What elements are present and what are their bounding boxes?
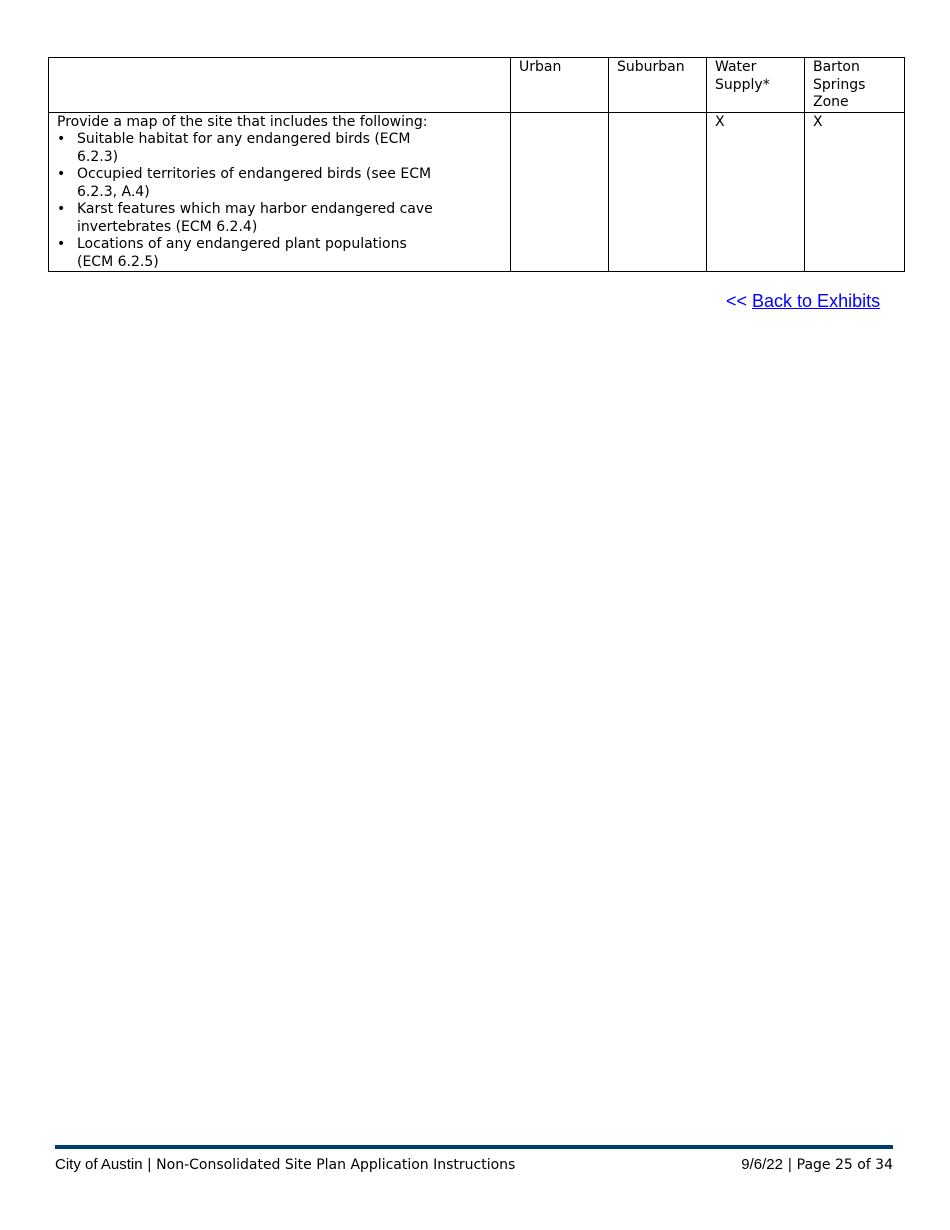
footer-date: 9/6/22: [741, 1156, 783, 1173]
requirement-description-cell: [49, 112, 511, 272]
footer-left: [55, 1156, 515, 1174]
list-item: [57, 166, 502, 201]
back-link-prefix[interactable]: <<: [726, 291, 753, 311]
bullet-icon: •: [57, 131, 66, 147]
water-supply-cell: X: [707, 112, 805, 272]
list-item-text: Suitable habitat for any endangered birds (ECM 6.2.3): [77, 131, 411, 165]
list-item: [57, 201, 502, 236]
header-blank-cell: [49, 58, 511, 113]
back-to-exhibits-link[interactable]: [726, 290, 880, 312]
header-suburban: Suburban: [609, 58, 707, 113]
footer-separator: |: [142, 1157, 157, 1173]
back-link-label[interactable]: Back to Exhibits: [752, 291, 881, 311]
footer-page-number: Page 25 of 34: [796, 1157, 893, 1173]
footer-rule: [55, 1145, 893, 1149]
header-water-supply: Water Supply*: [707, 58, 805, 113]
header-barton-springs-zone: Barton Springs Zone: [805, 58, 905, 113]
footer-org: City of Austin: [55, 1156, 143, 1173]
requirements-table: [48, 57, 905, 272]
urban-cell: [511, 112, 609, 272]
footer-separator: |: [783, 1157, 797, 1173]
list-item: [57, 131, 502, 166]
bullet-icon: •: [57, 201, 66, 217]
list-item-text: Locations of any endangered plant populations (ECM 6.2.5): [77, 236, 407, 270]
table-row: [49, 112, 905, 272]
list-item-text: Karst features which may harbor endangered cave invertebrates (ECM 6.2.4): [77, 201, 433, 235]
header-urban: Urban: [511, 58, 609, 113]
footer-right: [741, 1156, 893, 1174]
table-header-row: [49, 58, 905, 113]
list-item: [57, 236, 502, 271]
footer-doc-title: Non-Consolidated Site Plan Application Instructions: [156, 1157, 516, 1173]
list-item-text: Occupied territories of endangered birds (see ECM 6.2.3, A.4): [77, 166, 432, 200]
bullet-icon: •: [57, 236, 66, 252]
bullet-icon: •: [57, 166, 66, 182]
requirement-bullet-list: [57, 131, 502, 271]
requirement-intro: Provide a map of the site that includes the following:: [57, 113, 428, 130]
suburban-cell: [609, 112, 707, 272]
barton-springs-cell: X: [805, 112, 905, 272]
